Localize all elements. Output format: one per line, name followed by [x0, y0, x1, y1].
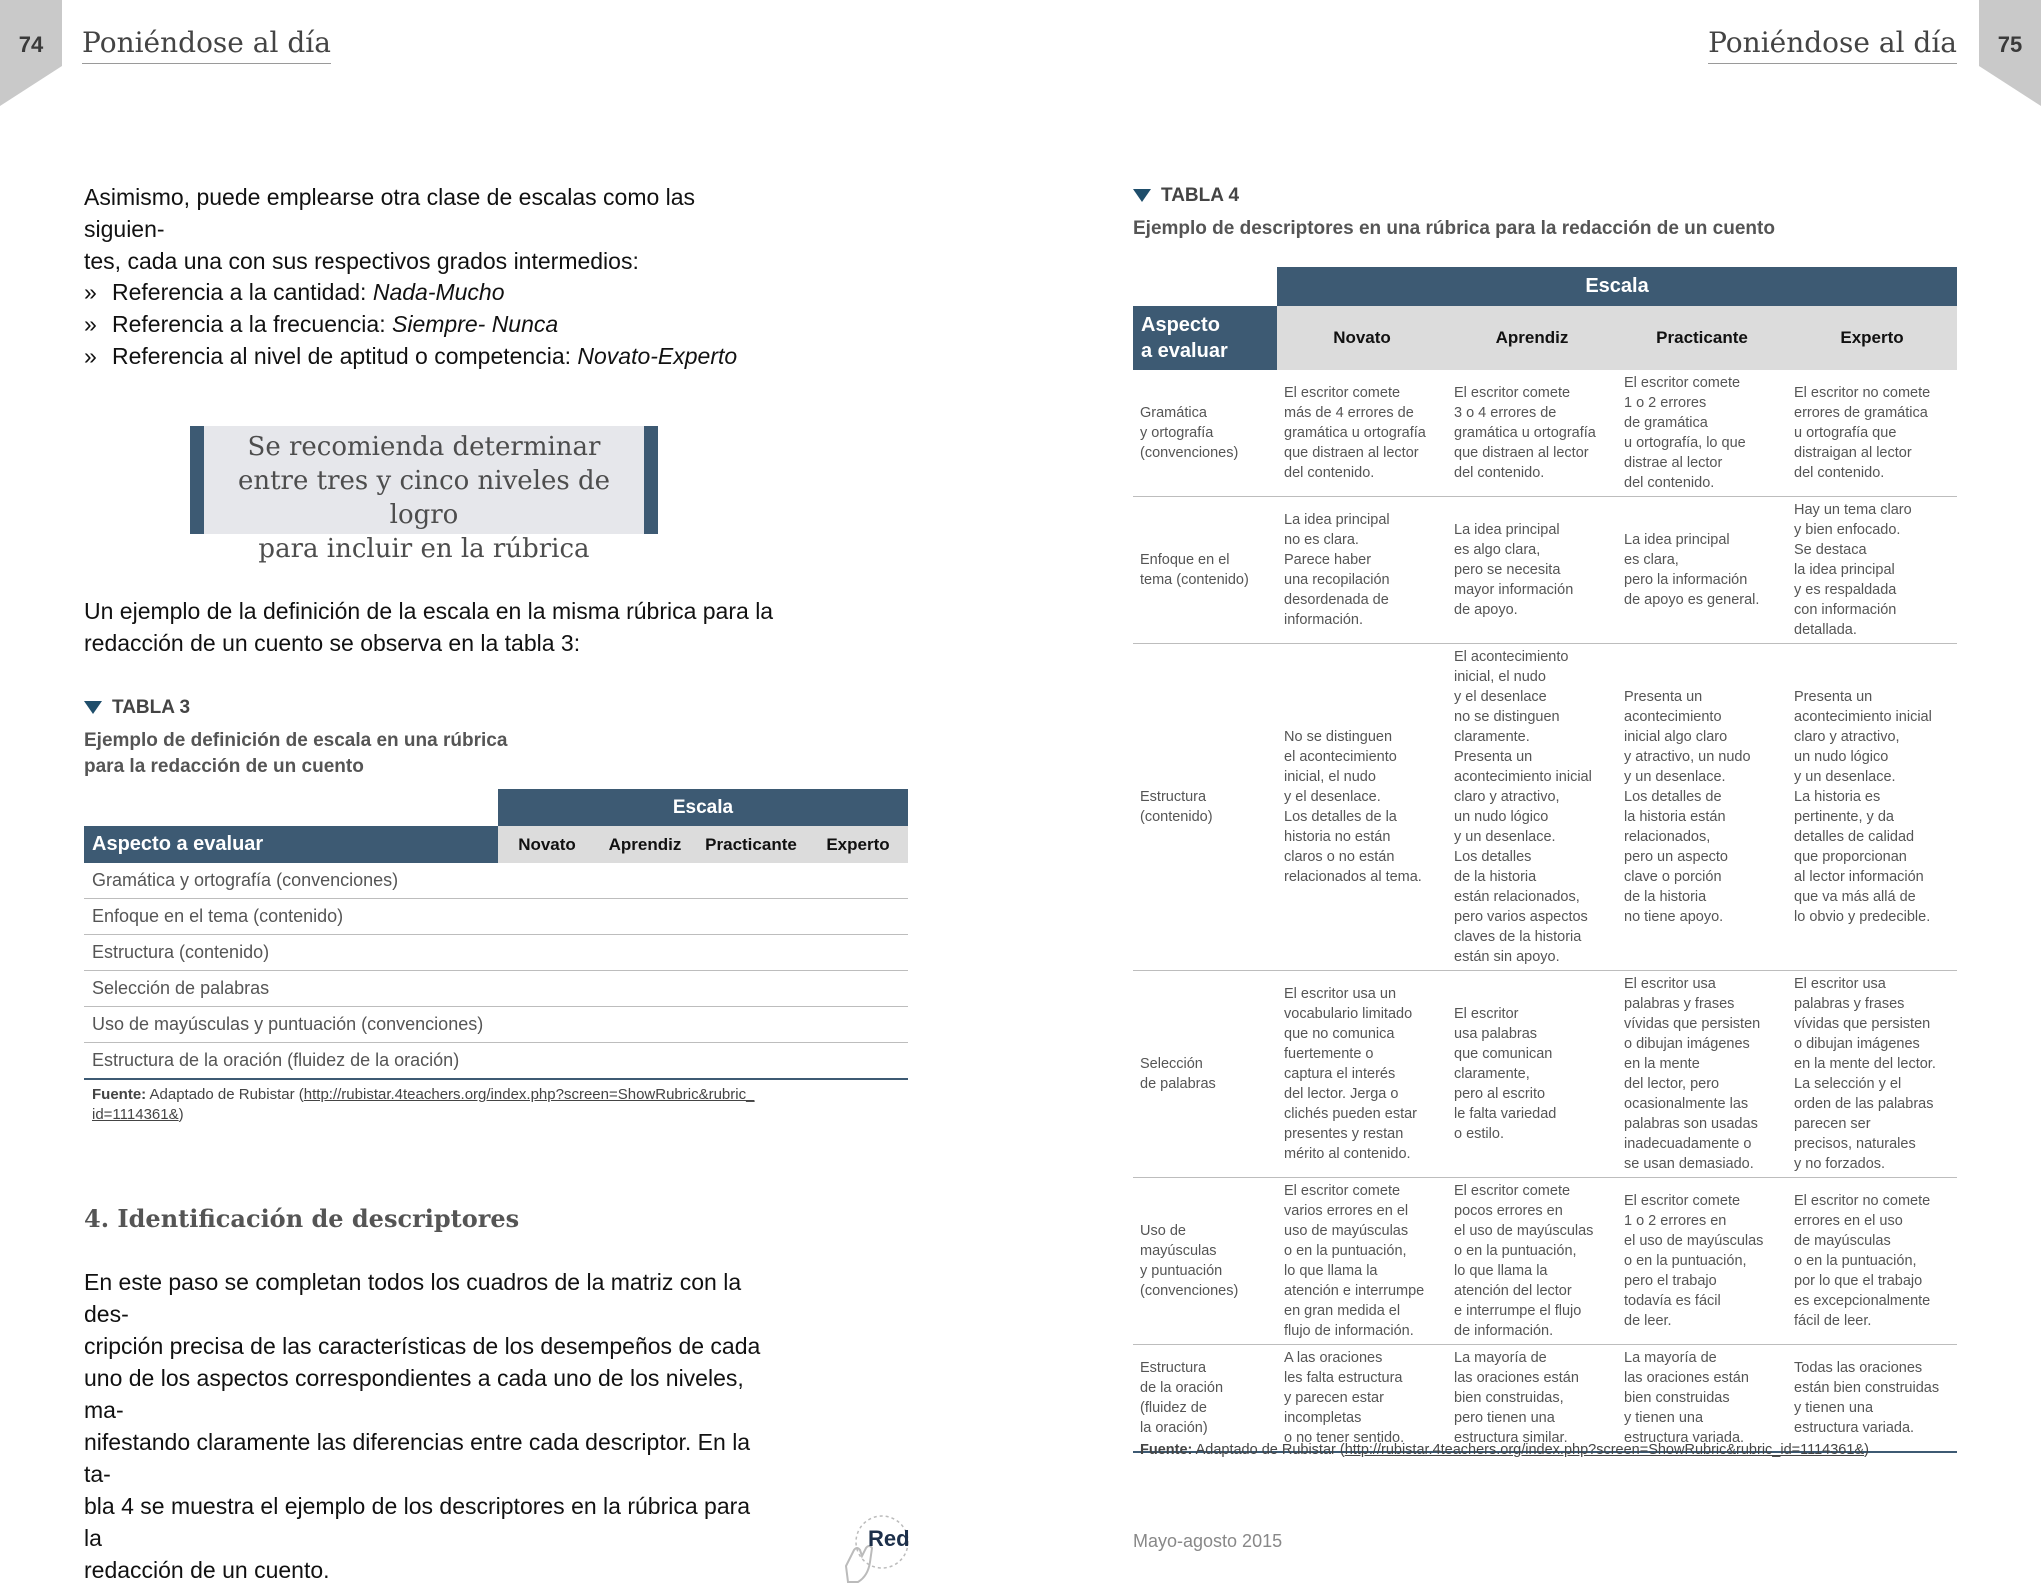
table4-source-link[interactable]: http://rubistar.4teachers.org/index.php?screen=ShowRubric&rubric_id=1114361&: [1344, 1442, 1865, 1458]
table4-label: TABLA 4: [1133, 185, 1239, 207]
list-item: » Referencia a la cantidad: Nada-Mucho: [84, 279, 505, 305]
red-logo: Red: [832, 1506, 922, 1586]
table4-source: Fuente: Adaptado de Rubistar (http://rubistar.4teachers.org/index.php?screen=ShowRubric&rubric_id=1114361&): [1140, 1442, 1869, 1458]
table3-label: TABLA 3: [84, 697, 190, 719]
triangle-down-icon: [1133, 189, 1151, 202]
table-row: Gramática y ortografía (convenciones): [84, 863, 908, 899]
table4-level-practicante: Practicante: [1617, 306, 1787, 370]
table3: [84, 789, 908, 1080]
table-row: Selección de palabras: [84, 971, 908, 1007]
triangle-down-icon: [84, 701, 102, 714]
table3-source-link[interactable]: http://rubistar.4teachers.org/index.php?screen=ShowRubric&rubric_: [303, 1086, 755, 1103]
right-header-corner: [1979, 66, 2041, 106]
table4-scale-header: Escala: [1277, 267, 1957, 306]
table3-source: Fuente: Adaptado de Rubistar (http://rubistar.4teachers.org/index.php?screen=ShowRubric&rubric_ id=1114361&): [92, 1086, 755, 1123]
table-row: Uso de mayúsculas y puntuación (convenciones) El escritor comete varios errores en el uso de mayúsculas o en la puntuación, lo que llama la atención e interrumpe en gran medida el flujo de información. El escritor comete pocos errores en el uso de mayúsculas o en la puntuación, lo que llama la atención del lector e interrumpe el flujo de información. El escritor comete 1 o 2 errores en el uso de mayúsculas o en la puntuación, pero el trabajo todavía es fácil de leer. El escritor no comete errores en el uso de mayúsculas o en la puntuación, por lo que el trabajo es excepcionalmente fácil de leer.: [1133, 1178, 1957, 1345]
left-page-number: 74: [0, 0, 62, 66]
list-item: » Referencia a la frecuencia: Siempre- Nunca: [84, 311, 559, 337]
table4-level-experto: Experto: [1787, 306, 1957, 370]
table3-level-practicante: Practicante: [694, 826, 808, 863]
section-heading: 4. Identificación de descriptores: [84, 1204, 520, 1233]
right-page-number: 75: [1979, 0, 2041, 66]
table4-level-aprendiz: Aprendiz: [1447, 306, 1617, 370]
table-row: Enfoque en el tema (contenido): [84, 899, 908, 935]
table3-level-experto: Experto: [808, 826, 908, 863]
right-running-title: Poniéndose al día: [1708, 26, 1957, 64]
table3-level-novato: Novato: [498, 826, 596, 863]
section-paragraph: En este paso se completan todos los cuadros de la matriz con la des- cripción precisa de las características de los desempeños de cada uno de los aspectos correspondientes a cada uno de los niveles, ma- nifestando claramente las diferencias entre cada descriptor. En la ta- bla 4 se muestra el ejemplo de los descriptores en la rúbrica para la redacción de un cuento.: [84, 1269, 761, 1583]
table-row: Enfoque en el tema (contenido) La idea principal no es clara. Parece haber una recopilación desordenada de información. La idea principal es algo clara, pero se necesita mayor información de apoyo. La idea principal es clara, pero la información de apoyo es general. Hay un tema claro y bien enfocado. Se destaca la idea principal y es respaldada con información detallada.: [1133, 497, 1957, 644]
table3-caption: Ejemplo de definición de escala en una rúbrica para la redacción de un cuento: [84, 730, 508, 777]
table-row: Estructura de la oración (fluidez de la oración) A las oraciones les falta estructura y parecen estar incompletas o no tener sentido. La mayoría de las oraciones están bien construidas, pero tienen una estructura similar. La mayoría de las oraciones están bien construidas y tienen una estructura variada. Todas las oraciones están bien construidas y tienen una estructura variada.: [1133, 1345, 1957, 1453]
table-row: Estructura (contenido): [84, 935, 908, 971]
table4-caption: Ejemplo de descriptores en una rúbrica para la redacción de un cuento: [1133, 218, 1775, 239]
table-row: Gramática y ortografía (convenciones) El escritor comete más de 4 errores de gramática u ortografía que distraen al lector del contenido. El escritor comete 3 o 4 errores de gramática u ortografía que distraen al lector del contenido. El escritor comete 1 o 2 errores de gramática u ortografía, lo que distrae al lector del contenido. El escritor no comete errores de gramática u ortografía que distraigan al lector del contenido.: [1133, 370, 1957, 497]
callout-box: Se recomienda determinar entre tres y cinco niveles de logro para incluir en la rúbrica: [190, 426, 658, 534]
issue-date: Mayo-agosto 2015: [1133, 1531, 1283, 1551]
table4-level-novato: Novato: [1277, 306, 1447, 370]
table-row: Selección de palabras El escritor usa un vocabulario limitado que no comunica fuertemente o captura el interés del lector. Jerga o clichés pueden estar presentes y restan mérito al contenido. El escritor usa palabras que comunican claramente, pero al escrito le falta variedad o estilo. El escritor usa palabras y frases vívidas que persisten o dibujan imágenes en la mente del lector, pero ocasionalmente las palabras son usadas inadecuadamente o se usan demasiado. El escritor usa palabras y frases vívidas que persisten o dibujan imágenes en la mente del lector. La selección y el orden de las palabras parecen ser precisos, naturales y no forzados.: [1133, 971, 1957, 1178]
intro-paragraph: Asimismo, puede emplearse otra clase de escalas como las siguien- tes, cada una con sus respectivos grados intermedios:: [84, 184, 696, 274]
table-row: Estructura de la oración (fluidez de la oración): [84, 1043, 908, 1080]
example-paragraph: Un ejemplo de la definición de la escala en la misma rúbrica para la redacción de un cuento se observa en la tabla 3:: [84, 598, 774, 656]
table-row: Estructura (contenido) No se distinguen el acontecimiento inicial, el nudo y el desenlace. Los detalles de la historia no están claros o no están relacionados al tema. El acontecimiento inicial, el nudo y el desenlace no se distinguen claramente. Presenta un acontecimiento inicial claro y atractivo, un nudo lógico y un desenlace. Los detalles de la historia están relacionados, pero varios aspectos claves de la historia están sin apoyo. Presenta un acontecimiento inicial algo claro y atractivo, un nudo y un desenlace. Los detalles de la historia están relacionados, pero un aspecto clave o porción de la historia no tiene apoyo. Presenta un acontecimiento inicial claro y atractivo, un nudo lógico y un desenlace. La historia es pertinente, y da detalles de calidad que proporcionan al lector información que va más allá de lo obvio y predecible.: [1133, 644, 1957, 971]
list-item: » Referencia al nivel de aptitud o competencia: Novato-Experto: [84, 343, 738, 369]
scale-list: [84, 276, 784, 372]
table4: [1133, 267, 1957, 1453]
left-running-title: Poniéndose al día: [82, 26, 331, 64]
left-header-corner: [0, 66, 62, 106]
table4-aspect-header: Aspecto a evaluar: [1133, 306, 1277, 370]
table3-source-link-cont[interactable]: id=1114361&: [92, 1106, 179, 1123]
table3-aspect-header: Aspecto a evaluar: [84, 826, 498, 863]
table3-scale-header: Escala: [498, 789, 908, 826]
table3-level-aprendiz: Aprendiz: [596, 826, 694, 863]
table-row: Uso de mayúsculas y puntuación (convenciones): [84, 1007, 908, 1043]
